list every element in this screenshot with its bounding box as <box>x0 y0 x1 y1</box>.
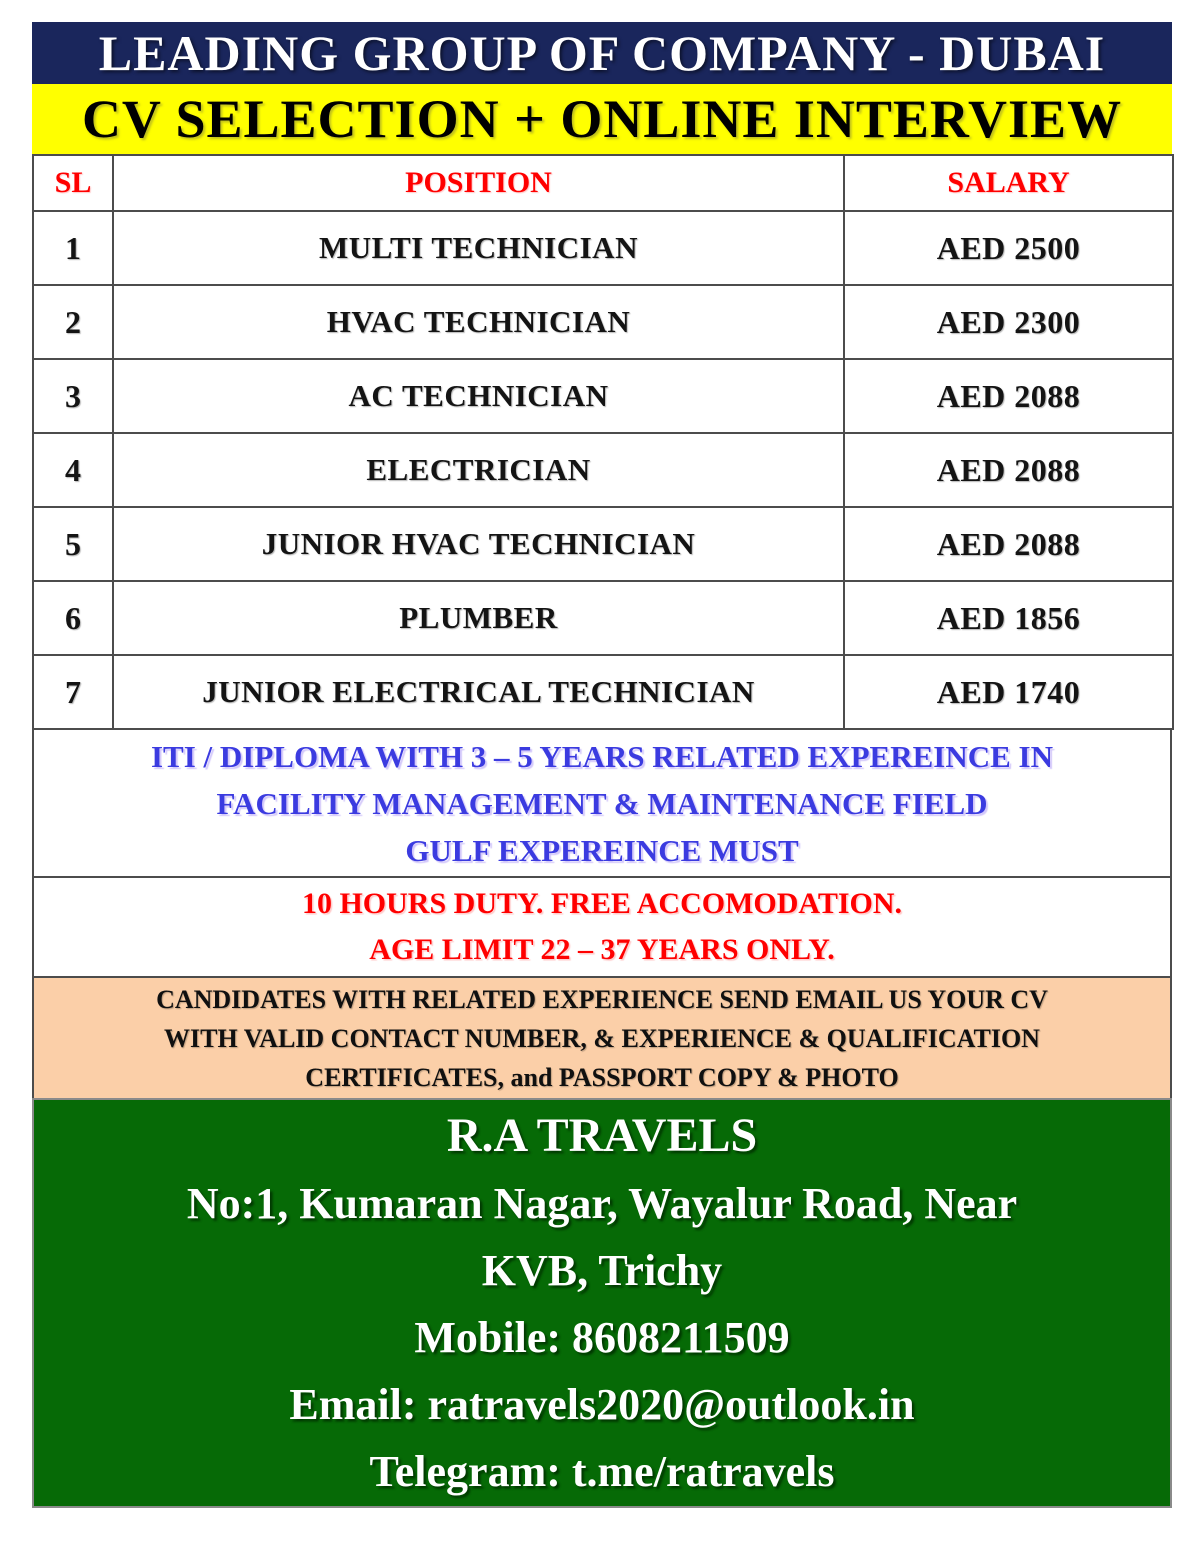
row-position: JUNIOR HVAC TECHNICIAN <box>113 507 844 581</box>
column-header-position: POSITION <box>113 155 844 211</box>
instructions-line: WITH VALID CONTACT NUMBER, & EXPERIENCE & QUALIFICATION <box>164 1023 1040 1053</box>
row-sl: 4 <box>33 433 113 507</box>
table-header-row <box>33 155 1173 211</box>
agency-footer <box>32 1098 1172 1508</box>
conditions-line: 10 HOURS DUTY. FREE ACCOMODATION. <box>301 887 903 920</box>
header-banner <box>32 22 1172 84</box>
row-position: PLUMBER <box>113 581 844 655</box>
application-instructions-section <box>32 976 1172 1100</box>
instructions-line: CANDIDATES WITH RELATED EXPERIENCE SEND EMAIL US YOUR CV <box>156 984 1048 1014</box>
instructions-line: CERTIFICATES, and PASSPORT COPY & PHOTO <box>305 1062 899 1092</box>
requirements-line: FACILITY MANAGEMENT & MAINTENANCE FIELD <box>216 785 988 821</box>
row-salary: AED 2088 <box>844 359 1173 433</box>
row-salary: AED 2088 <box>844 507 1173 581</box>
job-ad-poster <box>32 22 1172 1508</box>
row-sl: 7 <box>33 655 113 729</box>
conditions-section <box>32 876 1172 978</box>
company-title: LEADING GROUP OF COMPANY - DUBAI <box>98 25 1106 81</box>
row-position: AC TECHNICIAN <box>113 359 844 433</box>
row-salary: AED 1740 <box>844 655 1173 729</box>
agency-address-line: No:1, Kumaran Nagar, Wayalur Road, Near <box>186 1178 1018 1228</box>
row-sl: 6 <box>33 581 113 655</box>
jobs-table <box>32 154 1174 730</box>
column-header-salary: SALARY <box>844 155 1173 211</box>
agency-mobile: Mobile: 8608211509 <box>414 1312 790 1362</box>
table-row <box>33 507 1173 581</box>
subheader-banner <box>32 84 1172 154</box>
requirements-section <box>32 728 1172 878</box>
row-position: JUNIOR ELECTRICAL TECHNICIAN <box>113 655 844 729</box>
selection-mode-title: CV SELECTION + ONLINE INTERVIEW <box>81 89 1123 149</box>
row-position: HVAC TECHNICIAN <box>113 285 844 359</box>
requirements-line: GULF EXPEREINCE MUST <box>405 832 799 868</box>
row-sl: 2 <box>33 285 113 359</box>
table-row <box>33 359 1173 433</box>
column-header-sl: SL <box>33 155 113 211</box>
table-row <box>33 655 1173 729</box>
row-sl: 3 <box>33 359 113 433</box>
agency-name: R.A TRAVELS <box>446 1108 758 1162</box>
table-row <box>33 581 1173 655</box>
agency-email: Email: ratravels2020@outlook.in <box>289 1379 915 1429</box>
table-row <box>33 433 1173 507</box>
row-sl: 1 <box>33 211 113 285</box>
table-row <box>33 285 1173 359</box>
row-salary: AED 2500 <box>844 211 1173 285</box>
agency-address-line: KVB, Trichy <box>481 1245 723 1295</box>
row-position: ELECTRICIAN <box>113 433 844 507</box>
row-position: MULTI TECHNICIAN <box>113 211 844 285</box>
agency-telegram: Telegram: t.me/ratravels <box>369 1446 835 1496</box>
requirements-line: ITI / DIPLOMA WITH 3 – 5 YEARS RELATED EXPEREINCE IN <box>150 738 1054 774</box>
row-salary: AED 2300 <box>844 285 1173 359</box>
table-row <box>33 211 1173 285</box>
row-salary: AED 2088 <box>844 433 1173 507</box>
conditions-line: AGE LIMIT 22 – 37 YEARS ONLY. <box>369 933 835 966</box>
row-salary: AED 1856 <box>844 581 1173 655</box>
row-sl: 5 <box>33 507 113 581</box>
